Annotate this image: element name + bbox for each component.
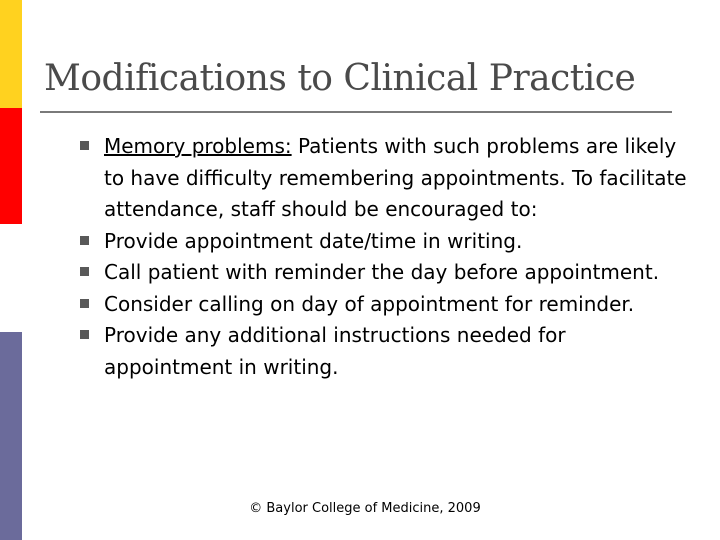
- bullet-text: Call patient with reminder the day before appointment.: [104, 260, 660, 284]
- square-bullet-icon: [80, 267, 89, 276]
- bullet-item-written-appointment: [80, 226, 700, 258]
- bullet-text: Provide any additional instructions needed for appointment in writing.: [104, 323, 566, 379]
- bullet-item-additional-instructions: [80, 320, 700, 383]
- bullet-item-call-day-before: [80, 257, 700, 289]
- accent-bar-white: [0, 224, 22, 332]
- slide-footer: © Baylor College of Medicine, 2009: [249, 501, 481, 516]
- bullet-text: Patients with such problems are likely to have difficulty remembering appointments. To facilitate attendance, staff should be encouraged to:: [104, 134, 687, 221]
- square-bullet-icon: [80, 330, 89, 339]
- square-bullet-icon: [80, 236, 89, 245]
- square-bullet-icon: [80, 299, 89, 308]
- bullet-text: Provide appointment date/time in writing.: [104, 228, 523, 253]
- bullet-lead: Memory problems:: [104, 134, 292, 158]
- bullet-list: [80, 131, 700, 383]
- bullet-text: Consider calling on day of appointment for reminder.: [104, 291, 635, 316]
- square-bullet-icon: [80, 141, 89, 150]
- bullet-item-call-day-of: [80, 289, 700, 321]
- accent-bar-red: [0, 108, 22, 224]
- slide-title: Modifications to Clinical Practice: [44, 58, 636, 99]
- title-divider: [40, 111, 672, 113]
- bullet-item-memory-problems: [80, 131, 700, 226]
- accent-bar-yellow: [0, 0, 22, 108]
